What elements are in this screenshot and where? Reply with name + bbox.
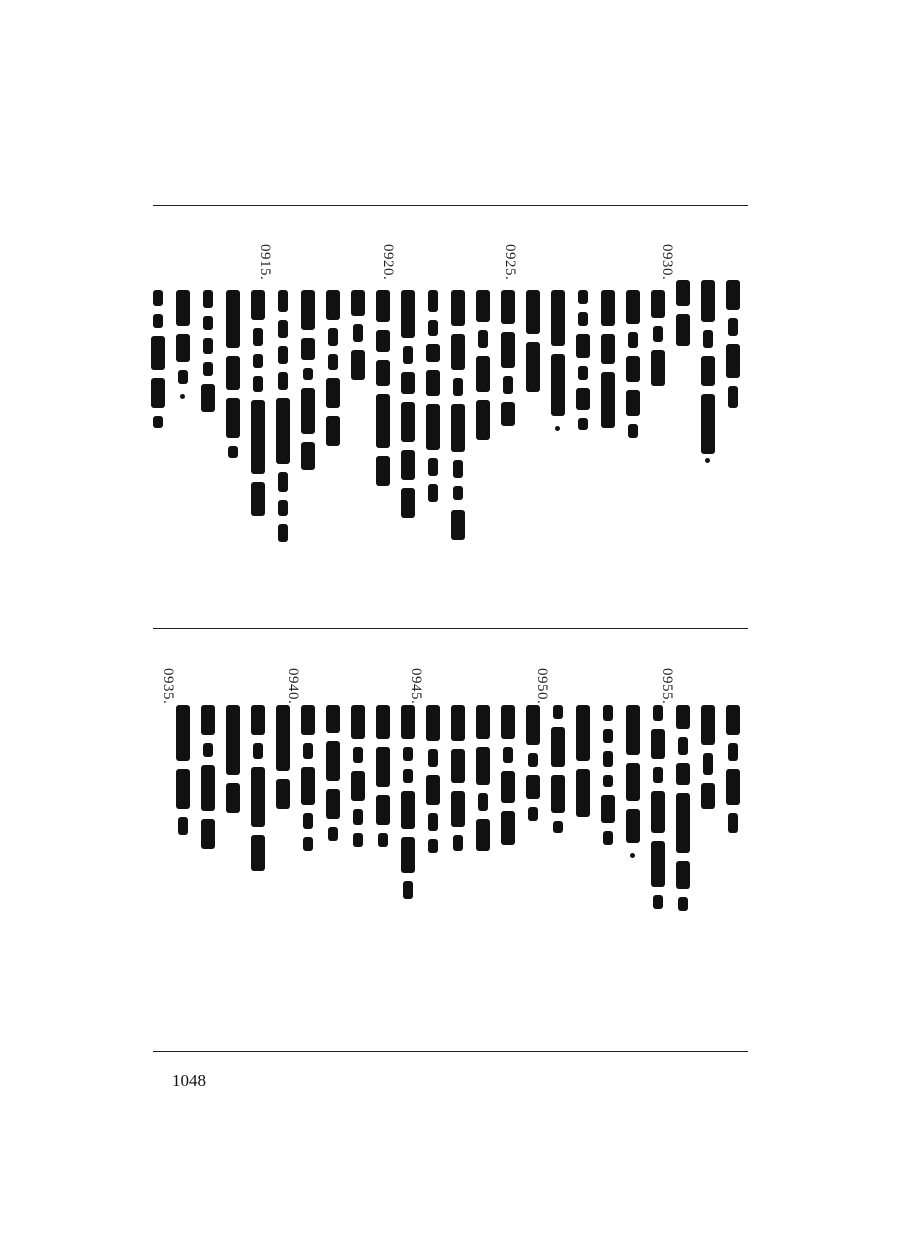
mongolian-text-column xyxy=(648,290,668,390)
mongolian-text-column xyxy=(723,280,743,420)
mongolian-text-column xyxy=(448,290,468,550)
mongolian-text-column xyxy=(673,705,693,915)
mongolian-text-column xyxy=(273,290,293,560)
mongolian-text-column xyxy=(223,290,243,460)
entry-number: 0915. xyxy=(257,244,273,281)
entry-number: 0930. xyxy=(659,244,675,281)
mongolian-text-column xyxy=(173,705,193,875)
mongolian-text-column xyxy=(398,705,418,925)
mongolian-text-column xyxy=(223,705,243,835)
mongolian-text-column xyxy=(273,705,293,835)
mongolian-text-column xyxy=(498,705,518,855)
mongolian-text-column xyxy=(423,705,443,875)
page-number: 1048 xyxy=(172,1071,206,1090)
mongolian-text-column xyxy=(323,705,343,875)
mongolian-text-column xyxy=(598,290,618,450)
entry-number: 0945. xyxy=(408,668,424,705)
middle-rule xyxy=(153,628,748,629)
entry-number: 0950. xyxy=(534,668,550,705)
mongolian-text-column xyxy=(623,705,643,905)
mongolian-text-column xyxy=(348,290,368,400)
mongolian-text-column xyxy=(698,280,718,470)
mongolian-text-column xyxy=(673,280,693,350)
entry-number: 0935. xyxy=(160,668,176,705)
mongolian-text-column xyxy=(473,705,493,865)
mongolian-text-column xyxy=(173,290,193,420)
entry-number: 0955. xyxy=(659,668,675,705)
mongolian-text-column xyxy=(448,705,468,875)
mongolian-text-column xyxy=(198,705,218,855)
mongolian-text-column xyxy=(498,290,518,470)
mongolian-text-column xyxy=(348,705,368,875)
mongolian-text-column xyxy=(648,705,668,935)
mongolian-text-column xyxy=(523,290,543,410)
mongolian-text-column xyxy=(323,290,343,480)
mongolian-text-column xyxy=(373,290,393,520)
mongolian-text-column xyxy=(298,705,318,875)
mongolian-text-column xyxy=(373,705,393,875)
mongolian-text-column xyxy=(548,290,568,460)
mongolian-text-column xyxy=(398,290,418,550)
mongolian-text-column xyxy=(423,290,443,530)
mongolian-text-column xyxy=(573,705,593,845)
mongolian-text-column xyxy=(473,290,493,480)
top-rule xyxy=(153,205,748,206)
mongolian-text-column xyxy=(298,290,318,510)
mongolian-text-column xyxy=(248,290,268,540)
mongolian-text-column xyxy=(198,290,218,420)
entry-number: 0940. xyxy=(285,668,301,705)
bottom-rule xyxy=(153,1051,748,1052)
mongolian-text-column xyxy=(698,705,718,815)
entry-number: 0925. xyxy=(502,244,518,281)
mongolian-text-column xyxy=(148,290,168,440)
mongolian-text-column xyxy=(248,705,268,885)
mongolian-text-column xyxy=(573,290,593,450)
mongolian-text-column xyxy=(523,705,543,855)
mongolian-text-column xyxy=(598,705,618,875)
mongolian-text-column xyxy=(623,290,643,470)
mongolian-text-column xyxy=(723,705,743,845)
entry-number: 0920. xyxy=(380,244,396,281)
mongolian-text-column xyxy=(548,705,568,865)
